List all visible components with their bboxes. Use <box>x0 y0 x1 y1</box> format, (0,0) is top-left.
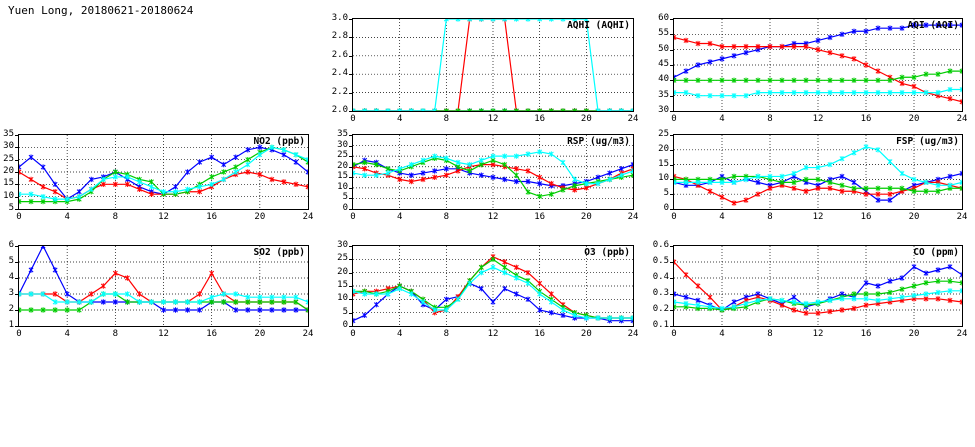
y-tick-label: 5 <box>8 256 14 266</box>
y-tick-mark <box>670 326 673 327</box>
y-tick-label: 2.4 <box>331 68 348 79</box>
y-tick-label: 2 <box>8 304 14 314</box>
y-tick-mark <box>670 310 673 311</box>
x-tick-label: 4 <box>719 212 725 222</box>
x-tick-label: 20 <box>908 329 920 339</box>
x-tick-label: 12 <box>487 212 499 222</box>
y-tick-label: 25 <box>337 150 348 161</box>
plot-svg-co <box>674 246 962 326</box>
x-tick-label: 16 <box>860 212 872 222</box>
x-tick-label: 20 <box>580 212 592 222</box>
x-tick-label: 24 <box>956 114 968 124</box>
x-tick-label: 12 <box>487 114 499 124</box>
x-tick-label: 12 <box>812 329 824 339</box>
y-tick-label: 20 <box>3 166 14 176</box>
y-tick-label: 0 <box>342 203 348 213</box>
x-tick-label: 24 <box>956 212 968 222</box>
x-tick-label: 24 <box>302 212 314 222</box>
x-tick-label: 20 <box>254 212 266 222</box>
y-tick-label: 10 <box>337 293 348 304</box>
x-tick-label: 8 <box>112 212 119 222</box>
y-tick-label: 0 <box>663 203 669 213</box>
x-tick-label: 20 <box>908 212 920 222</box>
x-tick-label: 20 <box>580 329 592 339</box>
y-tick-label: 15 <box>337 171 348 182</box>
y-tick-label: 25 <box>337 253 348 264</box>
x-tick-label: 16 <box>860 114 872 124</box>
series-marker <box>684 272 688 277</box>
x-tick-label: 12 <box>812 114 824 124</box>
x-tick-label: 24 <box>956 329 968 339</box>
y-tick-label: 5 <box>342 306 348 317</box>
series-marker <box>912 264 916 269</box>
y-tick-label: 0 <box>342 320 348 330</box>
x-tick-label: 24 <box>627 329 639 339</box>
y-tick-label: 30 <box>337 240 348 250</box>
x-tick-label: 8 <box>443 212 450 222</box>
x-tick-label: 4 <box>64 329 70 339</box>
x-tick-label: 8 <box>767 329 773 339</box>
x-tick-label: 0 <box>350 329 356 339</box>
x-tick-label: 16 <box>206 329 218 339</box>
y-tick-label: 2.8 <box>331 31 348 42</box>
x-tick-label: 20 <box>908 114 920 124</box>
x-tick-label: 4 <box>64 212 70 222</box>
y-tick-label: 35 <box>658 89 669 100</box>
x-tick-label: 0 <box>671 114 677 124</box>
y-tick-label: 10 <box>337 181 348 192</box>
x-tick-label: 8 <box>443 114 450 124</box>
y-tick-label: 35 <box>337 129 348 139</box>
y-tick-mark <box>670 294 673 295</box>
x-tick-label: 0 <box>16 329 22 339</box>
y-tick-label: 0.3 <box>652 288 669 298</box>
panel-title-aqhi: AQHI (AQHI) <box>567 20 630 31</box>
y-tick-label: 50 <box>658 43 669 54</box>
series-marker <box>708 295 712 300</box>
y-tick-mark <box>670 262 673 263</box>
x-tick-label: 0 <box>16 212 22 222</box>
y-tick-label: 4 <box>8 272 14 282</box>
y-tick-label: 15 <box>337 280 348 290</box>
x-tick-label: 8 <box>112 329 119 339</box>
y-tick-mark <box>670 278 673 279</box>
y-tick-label: 30 <box>658 105 669 115</box>
panel-title-o3: O3 (ppb) <box>584 247 630 258</box>
panel-title-so2: SO2 (ppb) <box>253 247 305 258</box>
x-tick-label: 8 <box>443 329 450 339</box>
y-tick-label: 40 <box>658 74 669 85</box>
y-tick-label: 45 <box>658 59 669 69</box>
y-tick-label: 0.4 <box>652 272 669 282</box>
y-tick-label: 25 <box>658 129 669 139</box>
y-tick-label: 15 <box>658 158 669 169</box>
y-tick-label: 0.6 <box>652 240 669 250</box>
y-tick-label: 25 <box>3 153 14 164</box>
y-tick-label: 5 <box>8 203 14 213</box>
y-tick-label: 0.5 <box>652 256 669 266</box>
y-tick-label: 3.0 <box>331 13 348 23</box>
x-tick-label: 24 <box>302 329 314 339</box>
y-tick-label: 5 <box>663 188 669 199</box>
y-tick-label: 30 <box>3 141 14 152</box>
y-tick-label: 0.2 <box>652 304 669 314</box>
panel-title-fsp: FSP (ug/m3) <box>896 136 959 147</box>
y-tick-label: 1 <box>8 320 14 330</box>
x-tick-label: 20 <box>580 114 592 124</box>
y-tick-label: 60 <box>658 13 669 23</box>
y-tick-label: 55 <box>658 28 669 39</box>
x-tick-label: 16 <box>206 212 218 222</box>
x-tick-label: 8 <box>767 212 773 222</box>
y-tick-label: 20 <box>658 143 669 154</box>
x-tick-label: 24 <box>627 114 639 124</box>
x-tick-label: 8 <box>767 114 773 124</box>
x-tick-label: 24 <box>627 212 639 222</box>
x-tick-label: 20 <box>254 329 266 339</box>
y-tick-label: 10 <box>3 190 14 201</box>
panel-title-co: CO (ppm) <box>913 247 959 258</box>
y-tick-label: 30 <box>337 139 348 150</box>
x-tick-label: 4 <box>719 329 725 339</box>
series-marker <box>792 295 796 300</box>
x-tick-label: 4 <box>396 114 403 124</box>
y-tick-label: 3 <box>8 288 14 298</box>
x-tick-label: 16 <box>534 114 546 124</box>
x-tick-label: 0 <box>350 212 356 222</box>
y-tick-label: 6 <box>8 240 14 250</box>
x-tick-label: 12 <box>812 212 824 222</box>
panel-title-no2: NO2 (ppb) <box>253 136 305 147</box>
x-tick-label: 12 <box>158 212 169 222</box>
y-tick-label: 2.0 <box>331 105 348 115</box>
x-tick-label: 4 <box>396 329 403 339</box>
page-title: Yuen Long, 20180621-20180624 <box>8 4 194 17</box>
y-tick-label: 20 <box>337 266 348 277</box>
x-tick-label: 12 <box>487 329 499 339</box>
x-tick-label: 0 <box>671 212 677 222</box>
x-tick-label: 4 <box>396 212 403 222</box>
y-tick-label: 2.6 <box>331 49 348 60</box>
y-tick-label: 15 <box>3 178 14 189</box>
y-tick-label: 5 <box>342 192 348 203</box>
y-tick-label: 2.2 <box>331 86 348 97</box>
x-tick-label: 4 <box>719 114 725 124</box>
y-tick-label: 35 <box>3 129 14 139</box>
x-tick-label: 0 <box>350 114 356 124</box>
y-tick-label: 10 <box>658 173 669 184</box>
y-tick-mark <box>670 246 673 247</box>
y-tick-label: 0.1 <box>652 320 669 330</box>
x-tick-label: 16 <box>534 329 546 339</box>
x-tick-label: 16 <box>860 329 872 339</box>
x-tick-label: 0 <box>671 329 677 339</box>
x-tick-label: 16 <box>534 212 546 222</box>
y-tick-label: 20 <box>337 160 348 171</box>
panel-title-aqi: AQI (AQI) <box>907 20 959 31</box>
panel-title-rsp: RSP (ug/m3) <box>567 136 630 147</box>
x-tick-label: 12 <box>158 329 169 339</box>
series-marker <box>696 283 700 288</box>
